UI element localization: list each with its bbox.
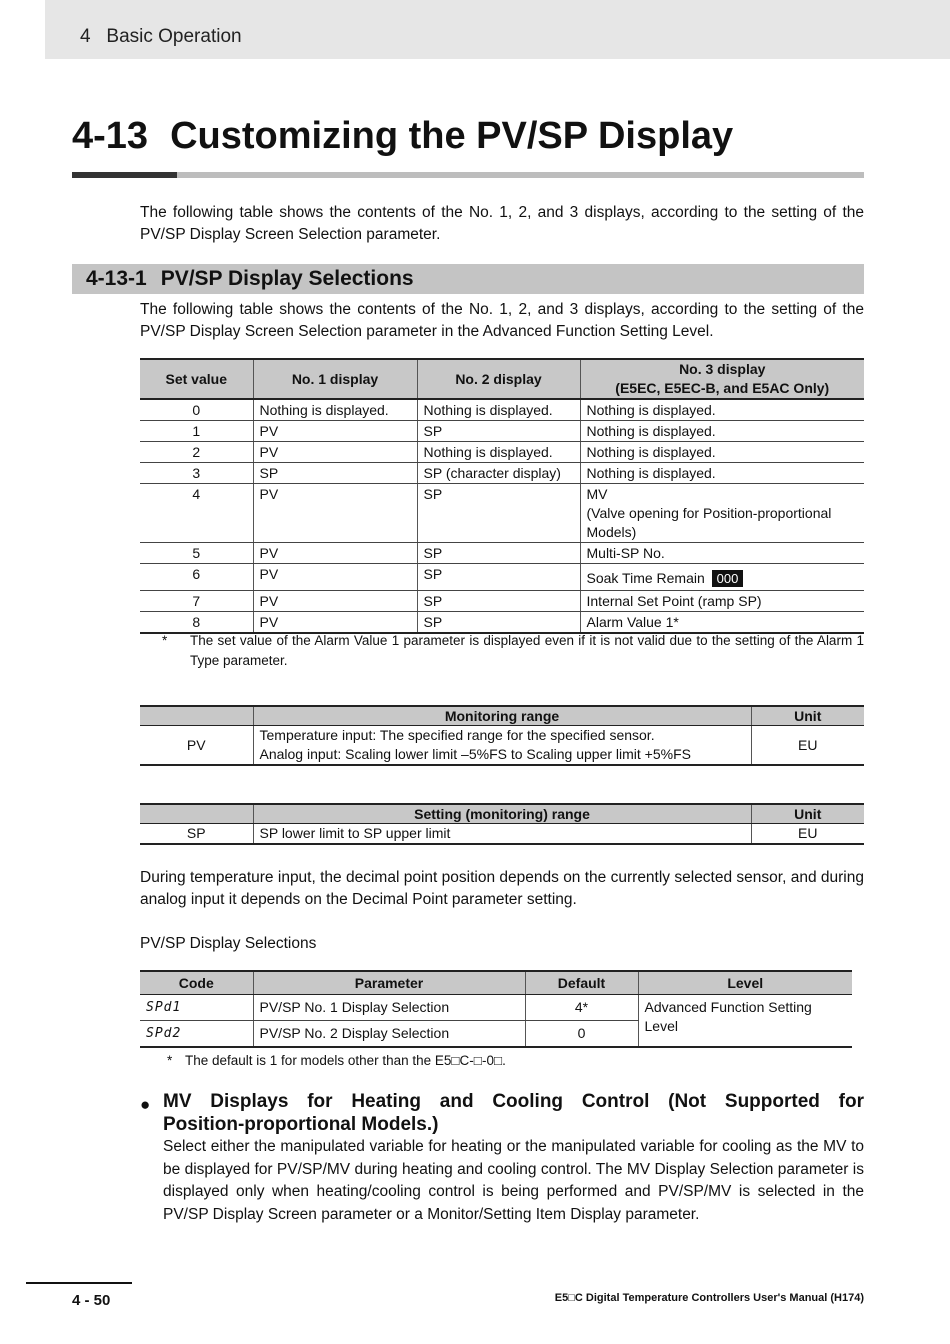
no1-cell: PV xyxy=(253,442,417,463)
table-row xyxy=(140,824,864,845)
footer-rule xyxy=(26,1282,132,1284)
table-row xyxy=(140,726,864,766)
header-code: Code xyxy=(140,971,253,995)
table-row xyxy=(140,421,864,442)
no3-cell: Multi-SP No. xyxy=(580,543,864,564)
code-cell: SPd2 xyxy=(140,1021,253,1048)
pv-range-table xyxy=(140,705,864,766)
header-set-value: Set value xyxy=(140,359,253,399)
title-rule-accent xyxy=(72,172,177,178)
header-level: Level xyxy=(638,971,852,995)
no1-cell: PV xyxy=(253,591,417,612)
no1-cell: PV xyxy=(253,421,417,442)
soak-time-label: Soak Time Remain xyxy=(586,570,705,586)
no1-cell: PV xyxy=(253,612,417,634)
header-no3-display xyxy=(580,359,864,399)
set-value-cell: 7 xyxy=(140,591,253,612)
sp-range-table xyxy=(140,803,864,845)
header-blank xyxy=(140,804,253,824)
header-setting-range: Setting (monitoring) range xyxy=(253,804,751,824)
header-default: Default xyxy=(525,971,638,995)
level-cell: Advanced Function Setting Level xyxy=(638,995,852,1048)
no2-cell: Nothing is displayed. xyxy=(417,399,580,421)
set-value-cell: 5 xyxy=(140,543,253,564)
no2-cell: SP xyxy=(417,591,580,612)
header-monitoring-range: Monitoring range xyxy=(253,706,751,726)
header-blank xyxy=(140,706,253,726)
table-row xyxy=(140,463,864,484)
mv-heading-line2: Position-proportional Models.) xyxy=(163,1114,439,1135)
no2-cell: SP xyxy=(417,421,580,442)
table-row xyxy=(140,564,864,591)
no3-cell: Alarm Value 1* xyxy=(580,612,864,634)
section-heading xyxy=(86,265,414,292)
no1-cell: PV xyxy=(253,543,417,564)
pv-label: PV xyxy=(140,726,253,766)
no1-cell: Nothing is displayed. xyxy=(253,399,417,421)
page-number: 4 - 50 xyxy=(72,1292,111,1309)
mv-section-body: Select either the manipulated variable for heating or the manipulated variable for cooling as the MV to be displayed for PV/SP/MV during heating and cooling control. The MV Display Selection parameter is displayed only when heating/cooling control is being performed and PV/SP/MV is selected in the PV/SP Display Screen parameter or a Monitor/Setting Item Display parameter. xyxy=(163,1138,864,1223)
no3-cell xyxy=(580,564,864,591)
table-row xyxy=(140,442,864,463)
no3-line-valve: (Valve opening for Position-proportional xyxy=(586,505,832,521)
mv-section-heading xyxy=(140,1090,864,1136)
title-number: 4-13 xyxy=(72,115,149,157)
no1-cell: PV xyxy=(253,484,417,543)
table-row xyxy=(140,995,852,1021)
no2-cell: SP (character display) xyxy=(417,463,580,484)
no3-cell: Nothing is displayed. xyxy=(580,442,864,463)
intro-paragraph: The following table shows the contents of the No. 1, 2, and 3 displays, according to the setting of the PV/SP Display Screen Selection parameter. xyxy=(140,204,864,243)
table-row xyxy=(140,484,864,543)
no3-line-models: Models) xyxy=(586,524,637,540)
set-value-cell: 1 xyxy=(140,421,253,442)
no3-cell: Nothing is displayed. xyxy=(580,421,864,442)
header-no3-line1: No. 3 display xyxy=(679,361,766,377)
header-no3-line2: (E5EC, E5EC-B, and E5AC Only) xyxy=(615,380,830,396)
no3-cell: Nothing is displayed. xyxy=(580,463,864,484)
no3-cell: Nothing is displayed. xyxy=(580,399,864,421)
table-header-row xyxy=(140,706,864,726)
decimal-point-paragraph: During temperature input, the decimal point position depends on the currently selected sensor, and during analog input it depends on the Decimal Point parameter setting. xyxy=(140,869,864,908)
no2-cell: SP xyxy=(417,484,580,543)
pv-range-temperature: Temperature input: The specified range for the specified sensor. xyxy=(259,727,655,743)
header-unit: Unit xyxy=(751,706,864,726)
default-cell: 4* xyxy=(525,995,638,1021)
no3-cell: Internal Set Point (ramp SP) xyxy=(580,591,864,612)
table-header-row xyxy=(140,971,852,995)
set-value-cell: 2 xyxy=(140,442,253,463)
table-row xyxy=(140,543,864,564)
no2-cell: SP xyxy=(417,543,580,564)
sp-label: SP xyxy=(140,824,253,845)
no2-cell: SP xyxy=(417,612,580,634)
title-text: Customizing the PV/SP Display xyxy=(170,115,734,157)
set-value-cell: 8 xyxy=(140,612,253,634)
seven-segment-badge: 000 xyxy=(712,570,744,587)
table-caption: PV/SP Display Selections xyxy=(140,935,317,952)
code-cell: SPd1 xyxy=(140,995,253,1021)
sp-range-cell: SP lower limit to SP upper limit xyxy=(253,824,751,845)
table-row xyxy=(140,399,864,421)
table-row xyxy=(140,591,864,612)
no1-cell: PV xyxy=(253,564,417,591)
bullet-icon: ● xyxy=(140,1095,151,1114)
footnote-mark: * xyxy=(162,633,168,648)
manual-title: E5□C Digital Temperature Controllers User's Manual (H174) xyxy=(554,1292,864,1304)
set-value-cell: 0 xyxy=(140,399,253,421)
parameter-table xyxy=(140,970,852,1048)
no2-cell: Nothing is displayed. xyxy=(417,442,580,463)
set-value-cell: 3 xyxy=(140,463,253,484)
pv-unit: EU xyxy=(751,726,864,766)
header-parameter: Parameter xyxy=(253,971,525,995)
title-rule xyxy=(177,172,864,178)
header-no2-display: No. 2 display xyxy=(417,359,580,399)
page-title xyxy=(72,115,733,158)
header-no1-display: No. 1 display xyxy=(253,359,417,399)
pv-range-cell xyxy=(253,726,751,766)
table-row xyxy=(140,612,864,634)
section-number: 4-13-1 xyxy=(86,267,147,290)
section-intro-paragraph: The following table shows the contents of the No. 1, 2, and 3 displays, according to the setting of the PV/SP Display Screen Selection parameter in the Advanced Function Setting Level. xyxy=(140,301,864,340)
chapter-header: 4 Basic Operation xyxy=(80,26,242,47)
default-cell: 0 xyxy=(525,1021,638,1048)
set-value-cell: 4 xyxy=(140,484,253,543)
table-header-row xyxy=(140,359,864,399)
header-unit: Unit xyxy=(751,804,864,824)
no3-line-mv: MV xyxy=(586,486,608,502)
parameter-table-footnote: The default is 1 for models other than the E5□C-□-0□. xyxy=(185,1053,506,1068)
sp-unit: EU xyxy=(751,824,864,845)
parameter-cell: PV/SP No. 1 Display Selection xyxy=(253,995,525,1021)
no3-cell xyxy=(580,484,864,543)
display-table-footnote: The set value of the Alarm Value 1 parameter is displayed even if it is not valid due to the setting of the Alarm 1 Type parameter. xyxy=(190,633,864,668)
display-selection-table xyxy=(140,358,864,634)
footnote-mark: * xyxy=(167,1053,173,1068)
set-value-cell: 6 xyxy=(140,564,253,591)
section-title-text: PV/SP Display Selections xyxy=(160,267,414,290)
no2-cell: SP xyxy=(417,564,580,591)
table-header-row xyxy=(140,804,864,824)
mv-heading-line1: MV Displays for Heating and Cooling Control (Not Supported for xyxy=(163,1091,864,1112)
pv-range-analog: Analog input: Scaling lower limit –5%FS to Scaling upper limit +5%FS xyxy=(259,746,691,762)
no1-cell: SP xyxy=(253,463,417,484)
parameter-cell: PV/SP No. 2 Display Selection xyxy=(253,1021,525,1048)
